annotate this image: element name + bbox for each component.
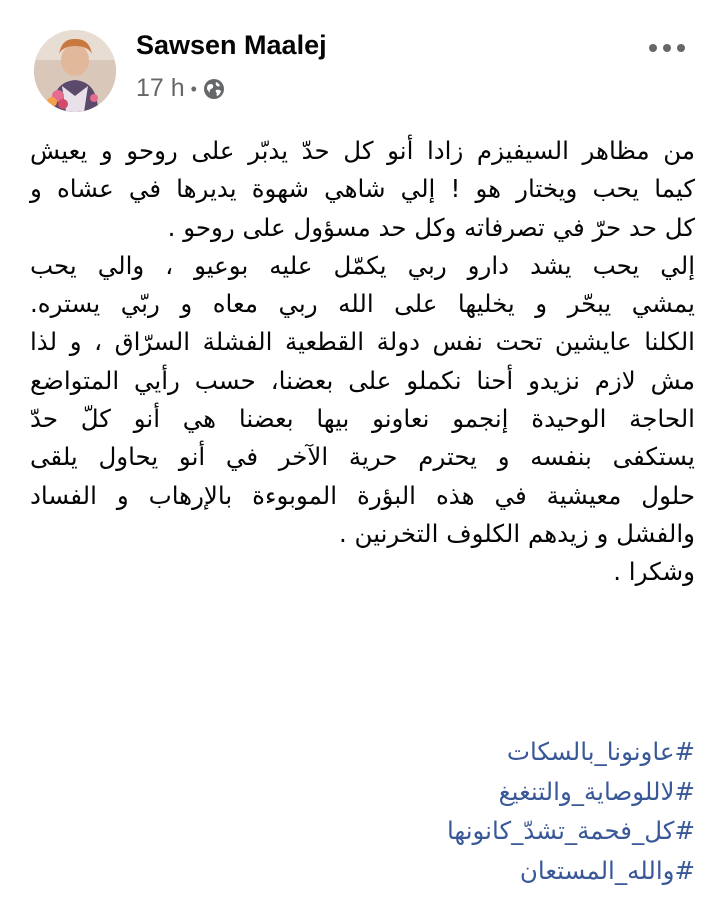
more-horizontal-icon [648,43,686,53]
post-body-line: من مظاهر السيفيزم زادا أنو كل حدّ يدبّر على روحو و يعيش [30,136,695,165]
post-body-line: وشكرا . [613,557,695,587]
post-body-line: الكلنا عايشين تحت نفس دولة القطعية الفشلة السرّاق ، و لذا [30,327,695,357]
post-body-line: حلول معيشية في هذه البؤرة الموبوءة بالإرهاب و الفساد [30,480,695,510]
post-body-line: إلي يحب يشد دارو ربي يكمّل عليه بوعيو ، والي يحب [30,250,695,280]
meta-separator: • [190,78,197,99]
hashtag-link[interactable]: #والله_المستعان [519,855,695,885]
post-body [30,132,695,592]
post-header [22,22,697,112]
post-body-line: كيما يحب ويختار هو ! إلي شاهي شهوة يديرها في عشاه و [30,174,695,204]
post-body-line: والفشل و زيدهم الكلوف التخرنين . [338,518,695,548]
avatar[interactable] [34,30,116,112]
post-body-line: يستكفى بنفسه و يحترم حرية الآخر في أنو يحاول يلقى [30,442,695,472]
post-body-line: الحاجة الوحيدة إنجمو نعاونو بيها بعضنا هي أنو كلّ حدّ [30,404,695,434]
post-meta [136,74,225,103]
profile-photo [34,30,116,112]
hashtag-link[interactable]: #لاللوصاية_والتنغيغ [498,776,695,806]
post-body-line: كل حد حرّ في تصرفاته وكل حد مسؤول على روحو . [167,212,695,242]
post-body-line: يمشي يبحّر و يخليها على الله ربي معاه و ربّي يستره. [30,289,695,319]
hashtag-link[interactable]: #كل_فحمة_تشدّ_كانونها [446,816,695,845]
hashtag-list [30,732,695,890]
post-time[interactable]: 17 h [136,74,185,102]
hashtag-link[interactable]: #عاونونا_بالسكات [506,737,695,766]
author-name[interactable]: Sawsen Maalej [136,30,327,60]
more-options-button[interactable] [645,34,689,62]
globe-icon[interactable] [203,78,225,100]
post-body-line: مش لازم نزيدو أحنا نكملو على بعضنا، حسب رأيي المتواضع [30,365,695,395]
